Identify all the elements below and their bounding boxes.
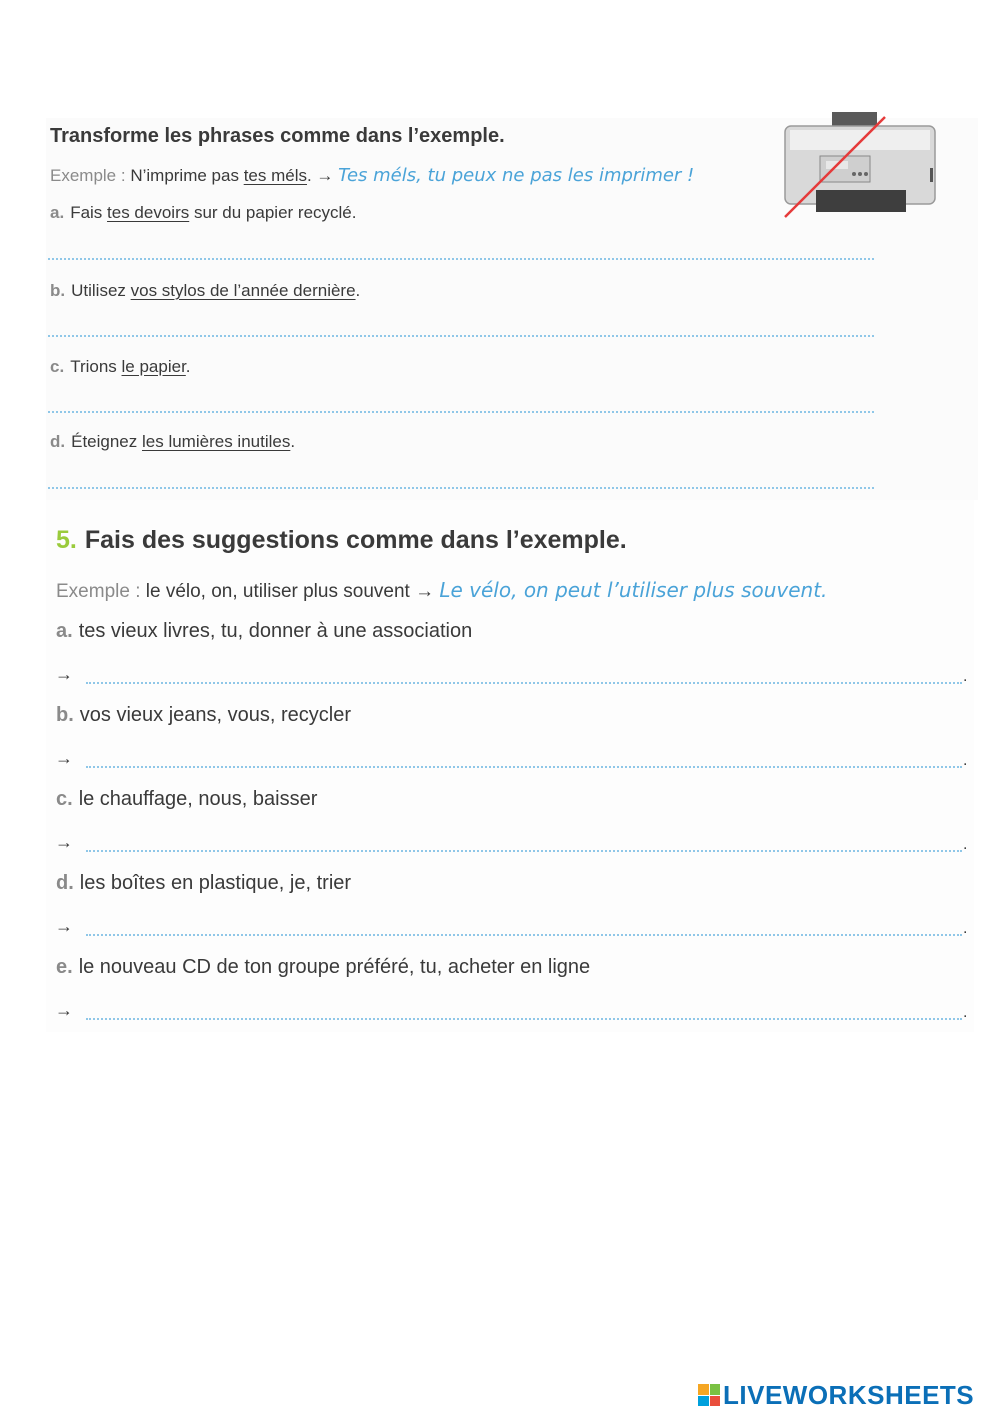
- item-text: le nouveau CD de ton groupe préféré, tu, acheter en ligne: [78, 956, 591, 978]
- exercise-5-item-c: [56, 788, 317, 811]
- line-end-dot: .: [963, 1004, 968, 1021]
- liveworksheets-logo: [698, 1378, 974, 1412]
- exercise-5-example: [56, 578, 827, 603]
- item-text: le chauffage, nous, baisser: [78, 788, 318, 810]
- item-underlined: le papier: [121, 357, 186, 376]
- item-letter: d.: [56, 872, 74, 894]
- dotted-answer-line: [86, 766, 962, 768]
- item-letter: a.: [56, 620, 73, 642]
- dotted-answer-line: [86, 850, 962, 852]
- answer-field-1a[interactable]: [48, 234, 878, 258]
- item-text: .: [355, 281, 361, 300]
- example-prefix: N’imprime pas: [130, 166, 244, 185]
- item-text: Utilisez: [71, 281, 131, 300]
- dotted-answer-line: [48, 335, 874, 337]
- example-answer: Le vélo, on peut l’utiliser plus souvent.: [439, 578, 828, 602]
- item-letter: b.: [56, 704, 74, 726]
- line-end-dot: .: [963, 920, 968, 937]
- dotted-answer-line: [48, 487, 874, 489]
- item-letter: a.: [50, 203, 65, 222]
- item-text: .: [290, 432, 296, 451]
- arrow-icon: →: [55, 1000, 73, 1020]
- answer-field-1d[interactable]: [48, 464, 878, 488]
- item-text: Fais: [70, 203, 108, 222]
- item-text: Trions: [70, 357, 122, 376]
- exercise-5-item-a: [56, 620, 472, 643]
- item-text: Éteignez: [71, 432, 142, 451]
- item-letter: c.: [50, 357, 65, 376]
- example-underlined: tes méls: [243, 166, 307, 185]
- item-text: sur du papier recyclé.: [189, 203, 357, 222]
- answer-field-1c[interactable]: [48, 388, 878, 412]
- dotted-answer-line: [86, 934, 962, 936]
- example-suffix: . →: [306, 166, 334, 185]
- arrow-icon: →: [55, 748, 73, 768]
- answer-field-1b[interactable]: [48, 311, 878, 335]
- example-label: Exemple :: [56, 581, 141, 602]
- exercise-1-item-a: [50, 203, 356, 223]
- item-letter: d.: [50, 432, 66, 451]
- dotted-answer-line: [48, 411, 874, 413]
- dotted-answer-line: [86, 1018, 962, 1020]
- arrow-icon: →: [55, 664, 73, 684]
- exercise-1-item-d: [50, 432, 295, 452]
- arrow-icon: →: [55, 832, 73, 852]
- exercise-1-title: Transforme les phrases comme dans l’exemple.: [50, 125, 505, 147]
- dotted-answer-line: [48, 258, 874, 260]
- exercise-1-item-b: [50, 281, 360, 301]
- item-letter: c.: [56, 788, 73, 810]
- item-text: les boîtes en plastique, je, trier: [79, 872, 352, 894]
- example-label: Exemple :: [50, 166, 126, 185]
- exercise-5-item-b: [56, 704, 351, 727]
- item-underlined: vos stylos de l’année dernière: [130, 281, 356, 300]
- item-letter: e.: [56, 956, 73, 978]
- line-end-dot: .: [963, 836, 968, 853]
- logo-mark-icon: [698, 1384, 720, 1406]
- printer-crossed-out-icon: [780, 112, 945, 222]
- arrow-icon: →: [55, 916, 73, 936]
- exercise-5-title-text: Fais des suggestions comme dans l’exemple.: [84, 526, 627, 554]
- dotted-answer-line: [86, 682, 962, 684]
- logo-text: LIVEWORKSHEETS: [723, 1379, 975, 1410]
- exercise-1-item-c: [50, 357, 191, 377]
- line-end-dot: .: [963, 668, 968, 685]
- exercise-1-example: [50, 165, 694, 186]
- example-text: le vélo, on, utiliser plus souvent →: [140, 581, 435, 602]
- item-underlined: les lumières inutiles: [142, 432, 291, 451]
- line-end-dot: .: [963, 752, 968, 769]
- item-text: tes vieux livres, tu, donner à une association: [78, 620, 473, 642]
- item-letter: b.: [50, 281, 66, 300]
- exercise-5-item-d: [56, 872, 351, 895]
- exercise-5-title: [56, 526, 627, 555]
- item-underlined: tes devoirs: [107, 203, 190, 222]
- item-text: vos vieux jeans, vous, recycler: [79, 704, 352, 726]
- item-text: .: [185, 357, 191, 376]
- exercise-number: 5.: [56, 526, 77, 554]
- example-answer: Tes méls, tu peux ne pas les imprimer !: [338, 165, 695, 186]
- exercise-5-item-e: [56, 956, 590, 979]
